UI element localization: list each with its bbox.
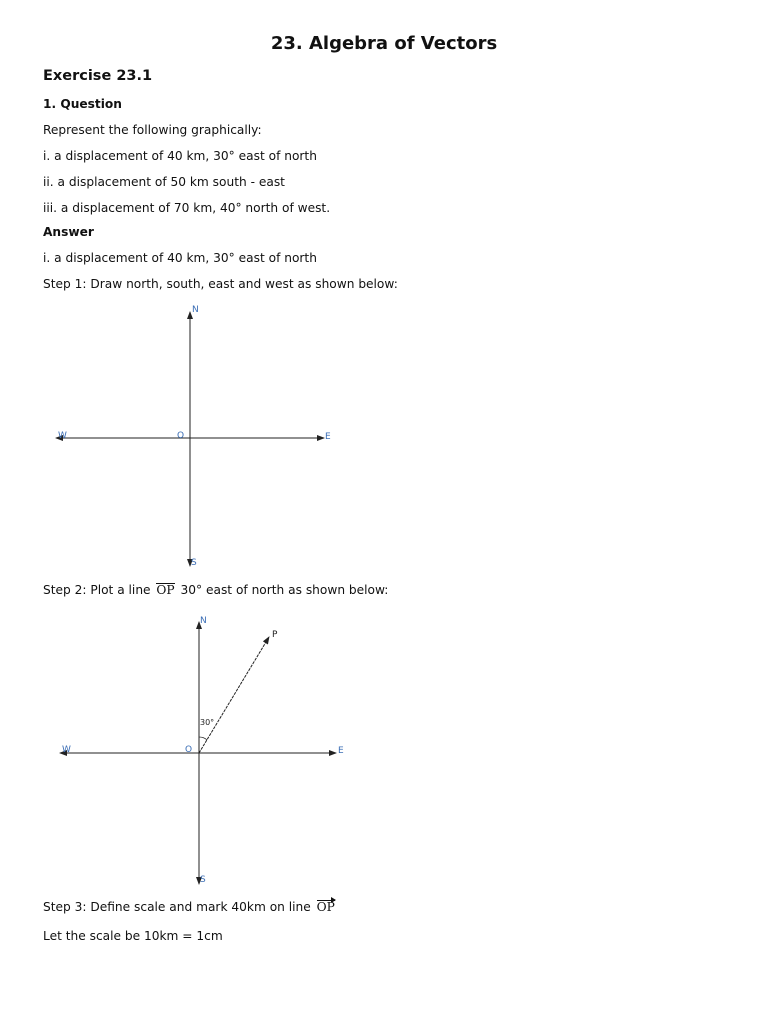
step-3-text (43, 899, 337, 914)
step-2-text-before: Step 2: Plot a line (43, 583, 151, 597)
question-heading: 1. Question (43, 97, 122, 111)
angle-label: 30° (200, 718, 215, 727)
south-label: S (200, 875, 206, 885)
vector-op-arrow: OP (316, 900, 335, 914)
page-title: 23. Algebra of Vectors (270, 33, 498, 54)
west-label: W (58, 431, 67, 441)
step-1-text: Step 1: Draw north, south, east and west as shown below: (43, 277, 398, 291)
scale-text: Let the scale be 10km = 1cm (43, 929, 223, 943)
vector-op: OP (156, 583, 175, 597)
east-label: E (325, 432, 331, 442)
figure-op-vector (0, 610, 768, 890)
step-3-text-before: Step 3: Define scale and mark 40km on line (43, 900, 311, 914)
step-2-text (43, 582, 388, 597)
question-item-2: ii. a displacement of 50 km south - east (43, 175, 285, 189)
answer-item: i. a displacement of 40 km, 30° east of north (43, 251, 317, 265)
step-2-text-after: 30° east of north as shown below: (180, 583, 389, 597)
question-item-3: iii. a displacement of 70 km, 40° north of west. (43, 201, 331, 215)
point-p-label: P (272, 630, 278, 640)
north-label: N (192, 305, 199, 315)
angle-arc (199, 737, 207, 740)
exercise-heading: Exercise 23.1 (43, 68, 153, 84)
op-line (199, 637, 269, 753)
question-intro: Represent the following graphically: (43, 123, 262, 137)
west-label: W (62, 745, 71, 755)
origin-label: O (185, 745, 193, 755)
south-label: S (191, 558, 197, 568)
figure-compass-axes (0, 300, 768, 575)
origin-label: O (177, 431, 185, 441)
east-label: E (338, 746, 344, 756)
question-item-1: i. a displacement of 40 km, 30° east of north (43, 149, 317, 163)
answer-heading: Answer (43, 225, 94, 239)
north-label: N (200, 616, 207, 626)
